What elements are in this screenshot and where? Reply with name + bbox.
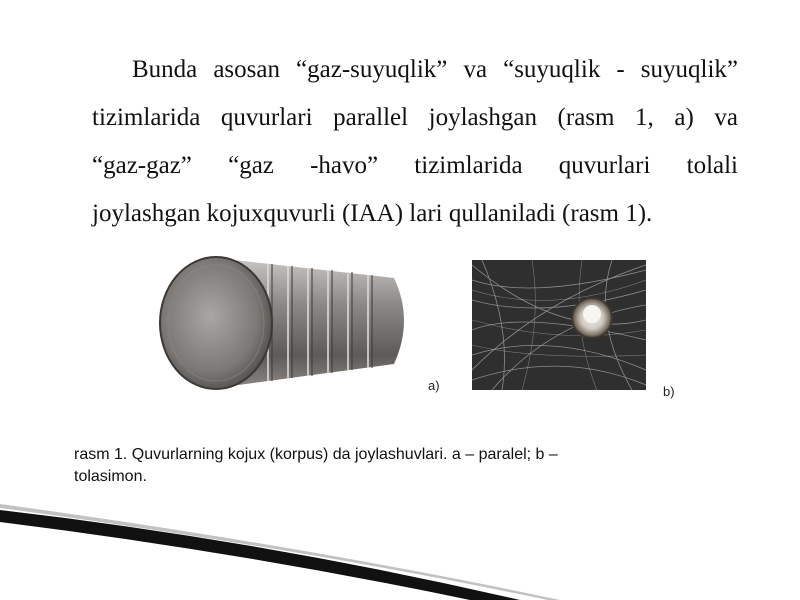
caption-line: rasm 1. Quvurlarning kojux (korpus) da joylashuvlari. a – paralel; b –	[74, 446, 558, 463]
paragraph-line: “gaz-gaz” “gaz -havo” tizimlarida quvurlari tolali	[92, 152, 738, 179]
figure-caption	[74, 444, 714, 488]
figure-b-fiber-photo	[472, 260, 646, 390]
paragraph-line: joylashgan kojuxquvurli (IAA) lari qullaniladi (rasm 1).	[92, 200, 653, 227]
caption-line: tolasimon.	[74, 468, 147, 485]
figure-b-label: b)	[663, 384, 675, 399]
paragraph-line: tizimlarida quvurlari parallel joylashgan (rasm 1, a) va	[92, 104, 738, 131]
paragraph-line: Bunda asosan “gaz-suyuqlik” va “suyuqlik - suyuqlik”	[132, 56, 738, 83]
figure-a-label: a)	[428, 378, 440, 393]
figure-a-shell-photo	[158, 250, 414, 392]
body-paragraph	[92, 46, 738, 238]
